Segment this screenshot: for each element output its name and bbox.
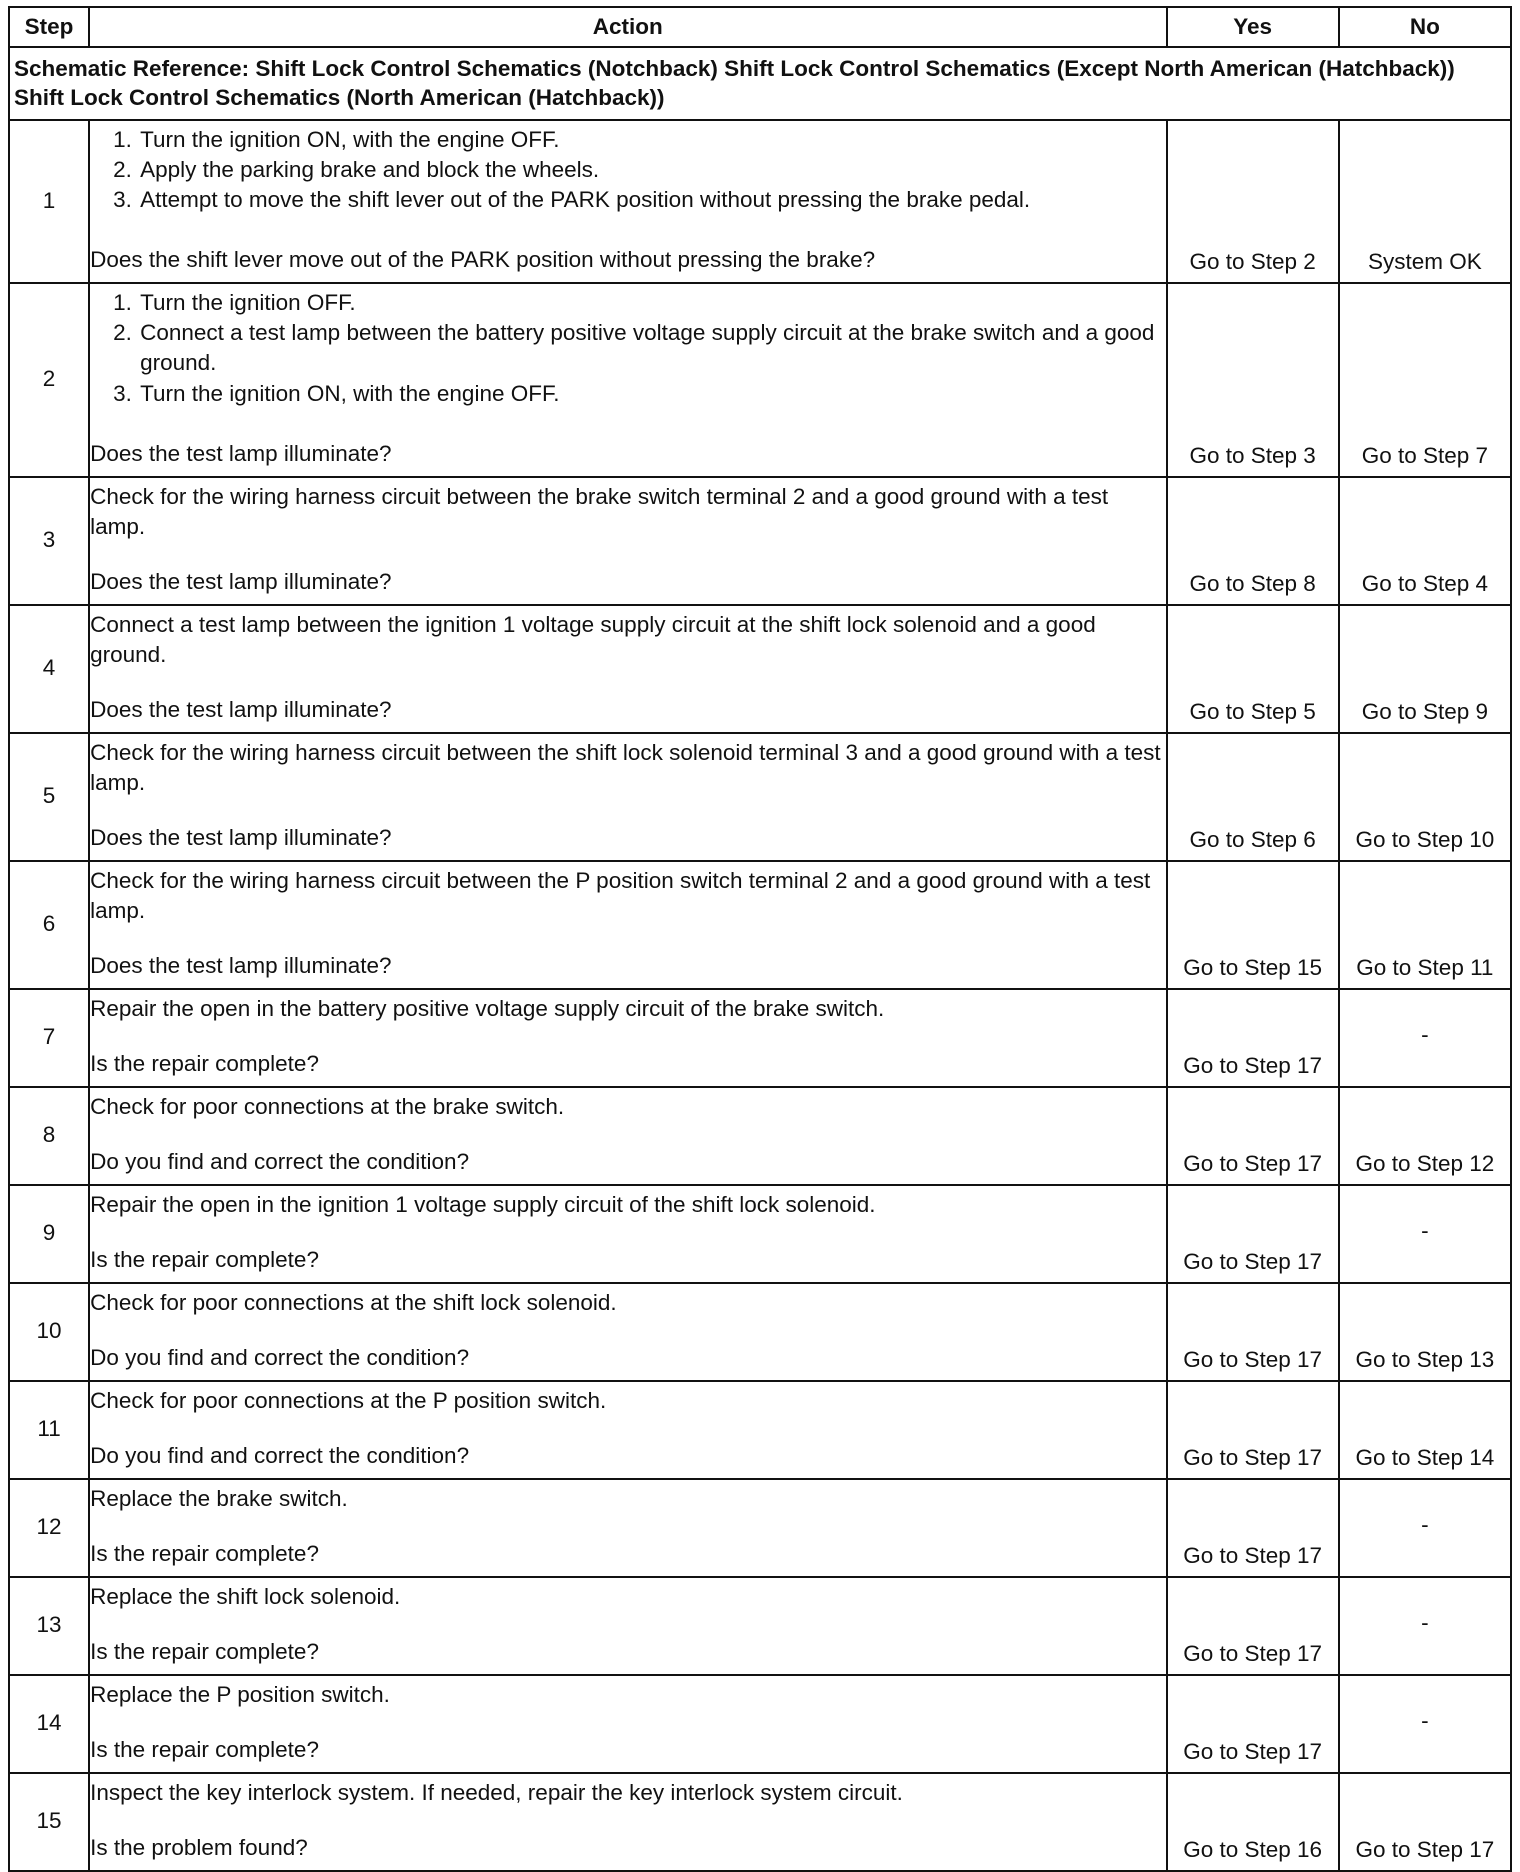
table-row: [9, 1087, 1511, 1185]
action-question: Do you find and correct the condition?: [90, 1345, 470, 1371]
instruction-item: 3. Attempt to move the shift lever out of the PARK position without pressing the brake pedal.: [138, 185, 1165, 215]
action-instructions: [90, 1676, 1165, 1710]
yes-result: Go to Step 5: [1167, 605, 1339, 733]
step-number: 13: [9, 1577, 89, 1675]
action-instructions: [90, 734, 1165, 799]
step-number: 1: [9, 120, 89, 283]
header-row: [9, 7, 1511, 47]
instruction-item: 2. Apply the parking brake and block the wheels.: [138, 155, 1165, 185]
action-text: Replace the shift lock solenoid.: [90, 1583, 401, 1609]
yes-result: Go to Step 17: [1167, 1283, 1339, 1381]
instruction-list: [90, 288, 1165, 410]
action-instructions: [90, 1284, 1165, 1318]
action-cell: [89, 1675, 1166, 1773]
step-number: 14: [9, 1675, 89, 1773]
no-result: Go to Step 14: [1339, 1381, 1511, 1479]
action-instructions: [90, 121, 1165, 216]
action-content: [90, 1284, 1165, 1378]
table-row: [9, 1773, 1511, 1871]
yes-result: Go to Step 17: [1167, 1675, 1339, 1773]
no-result: Go to Step 17: [1339, 1773, 1511, 1871]
action-cell: [89, 1577, 1166, 1675]
table-row: [9, 605, 1511, 733]
table-row: [9, 1675, 1511, 1773]
action-instructions: [90, 1480, 1165, 1514]
action-content: [90, 1578, 1165, 1672]
step-number: 12: [9, 1479, 89, 1577]
action-content: [90, 1186, 1165, 1280]
table-row: [9, 477, 1511, 605]
no-result: -: [1339, 1185, 1511, 1283]
action-instructions: [90, 284, 1165, 410]
step-number: 5: [9, 733, 89, 861]
no-result: Go to Step 9: [1339, 605, 1511, 733]
action-cell: [89, 283, 1166, 477]
action-text: Inspect the key interlock system. If needed, repair the key interlock system circuit.: [90, 1779, 903, 1805]
action-instructions: [90, 1578, 1165, 1612]
yes-result: Go to Step 8: [1167, 477, 1339, 605]
yes-result: Go to Step 3: [1167, 283, 1339, 477]
schematic-reference: Schematic Reference: Shift Lock Control Schematics (Notchback) Shift Lock Control Schematics (Except North American (Hatchback)) Shift Lock Control Schematics (North American (Hatchback)): [9, 47, 1511, 120]
action-question: Does the test lamp illuminate?: [90, 569, 392, 595]
action-instructions: [90, 1382, 1165, 1416]
action-text: Check for poor connections at the P position switch.: [90, 1387, 607, 1413]
table-row: [9, 1283, 1511, 1381]
step-number: 6: [9, 861, 89, 989]
action-cell: [89, 1381, 1166, 1479]
header-yes: Yes: [1167, 7, 1339, 47]
action-question: Is the repair complete?: [90, 1541, 319, 1567]
action-question: Does the shift lever move out of the PARK position without pressing the brake?: [90, 247, 876, 273]
action-text: Replace the brake switch.: [90, 1485, 348, 1511]
yes-result: Go to Step 2: [1167, 120, 1339, 283]
yes-result: Go to Step 17: [1167, 1185, 1339, 1283]
no-result: -: [1339, 1577, 1511, 1675]
step-number: 15: [9, 1773, 89, 1871]
header-no: No: [1339, 7, 1511, 47]
action-instructions: [90, 1186, 1165, 1220]
action-cell: [89, 120, 1166, 283]
action-content: [90, 862, 1165, 986]
step-number: 10: [9, 1283, 89, 1381]
action-cell: [89, 605, 1166, 733]
yes-result: Go to Step 16: [1167, 1773, 1339, 1871]
action-cell: [89, 1479, 1166, 1577]
action-question: Do you find and correct the condition?: [90, 1149, 470, 1175]
action-question: Is the repair complete?: [90, 1051, 319, 1077]
instruction-item: 2. Connect a test lamp between the battery positive voltage supply circuit at the brake switch and a good ground.: [138, 318, 1165, 379]
table-row: [9, 989, 1511, 1087]
yes-result: Go to Step 17: [1167, 1381, 1339, 1479]
no-result: Go to Step 12: [1339, 1087, 1511, 1185]
action-instructions: [90, 1774, 1165, 1808]
action-instructions: [90, 862, 1165, 927]
action-question: Does the test lamp illuminate?: [90, 953, 392, 979]
yes-result: Go to Step 6: [1167, 733, 1339, 861]
action-text: Check for poor connections at the shift lock solenoid.: [90, 1289, 617, 1315]
instruction-list: [90, 125, 1165, 216]
yes-result: Go to Step 17: [1167, 1577, 1339, 1675]
action-text: Repair the open in the ignition 1 voltage supply circuit of the shift lock solenoid.: [90, 1191, 876, 1217]
step-number: 7: [9, 989, 89, 1087]
action-text: Check for the wiring harness circuit between the brake switch terminal 2 and a good ground with a test lamp.: [90, 483, 1109, 539]
action-content: [90, 990, 1165, 1084]
action-instructions: [90, 1088, 1165, 1122]
action-cell: [89, 861, 1166, 989]
header-action: Action: [89, 7, 1166, 47]
yes-result: Go to Step 15: [1167, 861, 1339, 989]
no-result: -: [1339, 989, 1511, 1087]
no-result: Go to Step 13: [1339, 1283, 1511, 1381]
action-content: [90, 734, 1165, 858]
table-row: [9, 861, 1511, 989]
instruction-item: 1. Turn the ignition ON, with the engine OFF.: [138, 125, 1165, 155]
action-text: Replace the P position switch.: [90, 1681, 390, 1707]
action-cell: [89, 477, 1166, 605]
no-result: Go to Step 7: [1339, 283, 1511, 477]
action-cell: [89, 1087, 1166, 1185]
no-result: Go to Step 4: [1339, 477, 1511, 605]
action-content: [90, 606, 1165, 730]
schematic-reference-row: [9, 47, 1511, 120]
yes-result: Go to Step 17: [1167, 989, 1339, 1087]
action-cell: [89, 1283, 1166, 1381]
no-result: Go to Step 10: [1339, 733, 1511, 861]
action-content: [90, 1480, 1165, 1574]
action-question: Is the repair complete?: [90, 1737, 319, 1763]
action-cell: [89, 1185, 1166, 1283]
step-number: 8: [9, 1087, 89, 1185]
no-result: -: [1339, 1479, 1511, 1577]
diagnostic-table: [8, 6, 1512, 1872]
action-cell: [89, 1773, 1166, 1871]
header-step: Step: [9, 7, 89, 47]
action-cell: [89, 733, 1166, 861]
action-content: [90, 1382, 1165, 1476]
action-question: Is the repair complete?: [90, 1639, 319, 1665]
action-instructions: [90, 478, 1165, 543]
step-number: 2: [9, 283, 89, 477]
table-row: [9, 733, 1511, 861]
action-cell: [89, 989, 1166, 1087]
table-row: [9, 120, 1511, 283]
action-content: [90, 284, 1165, 474]
action-text: Check for the wiring harness circuit between the shift lock solenoid terminal 3 and a good ground with a test lamp.: [90, 739, 1161, 795]
no-result: -: [1339, 1675, 1511, 1773]
step-number: 9: [9, 1185, 89, 1283]
action-content: [90, 121, 1165, 280]
action-content: [90, 1088, 1165, 1182]
yes-result: Go to Step 17: [1167, 1087, 1339, 1185]
action-content: [90, 1676, 1165, 1770]
table-row: [9, 1185, 1511, 1283]
no-result: System OK: [1339, 120, 1511, 283]
no-result: Go to Step 11: [1339, 861, 1511, 989]
table-row: [9, 283, 1511, 477]
action-text: Check for the wiring harness circuit between the P position switch terminal 2 and a good ground with a test lamp.: [90, 867, 1151, 923]
action-text: Connect a test lamp between the ignition 1 voltage supply circuit at the shift lock solenoid and a good ground.: [90, 611, 1096, 667]
action-content: [90, 478, 1165, 602]
action-text: Repair the open in the battery positive voltage supply circuit of the brake switch.: [90, 995, 885, 1021]
action-question: Do you find and correct the condition?: [90, 1443, 470, 1469]
action-question: Is the problem found?: [90, 1835, 308, 1861]
instruction-item: 3. Turn the ignition ON, with the engine OFF.: [138, 379, 1165, 409]
instruction-item: 1. Turn the ignition OFF.: [138, 288, 1165, 318]
action-content: [90, 1774, 1165, 1868]
step-number: 4: [9, 605, 89, 733]
action-instructions: [90, 606, 1165, 671]
table-row: [9, 1381, 1511, 1479]
yes-result: Go to Step 17: [1167, 1479, 1339, 1577]
table-row: [9, 1479, 1511, 1577]
action-question: Does the test lamp illuminate?: [90, 697, 392, 723]
action-question: Is the repair complete?: [90, 1247, 319, 1273]
step-number: 3: [9, 477, 89, 605]
action-instructions: [90, 990, 1165, 1024]
action-question: Does the test lamp illuminate?: [90, 825, 392, 851]
action-text: Check for poor connections at the brake switch.: [90, 1093, 565, 1119]
step-number: 11: [9, 1381, 89, 1479]
action-question: Does the test lamp illuminate?: [90, 441, 392, 467]
table-row: [9, 1577, 1511, 1675]
